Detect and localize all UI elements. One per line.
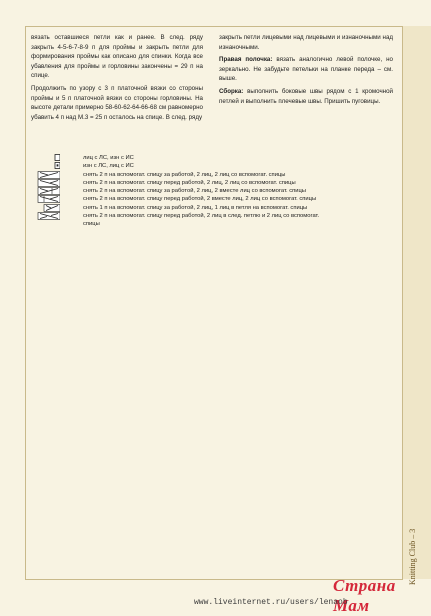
- watermark-url: www.liveinternet.ru/users/lenaob: [194, 598, 348, 607]
- legend-item: [34, 162, 364, 170]
- section-label: Правая полочка:: [219, 56, 273, 64]
- stitch-legend: [34, 154, 364, 229]
- legend-text: снять 1 п на вспомогат. спицу за работой, 2 лиц, 1 лиц в петля на вспомогат. спицы: [83, 204, 308, 211]
- watermark-logo: Страна Мам: [333, 576, 396, 615]
- legend-text: снять 2 п на вспомогат. спицу перед работой, 2 лиц в след. петлю и 2 лиц со вспомогат.: [83, 213, 320, 220]
- legend-item: [34, 204, 364, 212]
- legend-item: [34, 212, 364, 220]
- paragraph: вязать оставшиеся петли как и ранее. В след. ряду закрыть 4-5-6-7-8-9 п для проймы и закрыть петли для формирования проймы как описано для спинки. Когда все убавления для проймы и горловины закончены = 29 п на спице.: [31, 34, 203, 80]
- cable-symbol-icon: [34, 204, 60, 212]
- legend-text: снять 2 п на вспомогат. спицу за работой, 2 лиц, 2 вместе лиц со вспомогат. спицы: [83, 188, 306, 195]
- legend-text: лиц с ЛС, изн с ИС: [83, 155, 134, 161]
- paragraph-assembly: [219, 87, 393, 106]
- legend-item: [34, 179, 364, 187]
- section-text: выполнить боковые швы рядом с 1 кромочной петлей и выполнить плечевые швы. Пришить пуговицы.: [219, 87, 393, 105]
- legend-item: [34, 154, 364, 162]
- paragraph: Продолжить по узору с 3 п платочной вязки со стороны проймы и 5 п платочной вязки со стороны горловины. На высоте детали примерно 58-60-62-64-66-68 см равномерно убавить 4 п над М.3 = 25 п осталось на спице. В след. ряду: [31, 84, 203, 121]
- legend-text: снять 2 п на вспомогат. спицу за работой, 2 лиц, 2 лиц со вспомогат. спицы: [83, 171, 286, 178]
- text-column-left: [31, 33, 203, 125]
- legend-item: [34, 195, 364, 203]
- paragraph: закрыть петли лицевыми над лицевыми и изнаночными над изнаночными.: [219, 34, 393, 51]
- text-column-right: [219, 33, 393, 109]
- section-text: вязать аналогично левой полочке, но зеркально. Не забудьте петельки на планке переда – см. выше.: [219, 56, 393, 83]
- cable-symbol-icon: [34, 212, 60, 220]
- cable-symbol-icon: [34, 171, 60, 179]
- cable-symbol-icon: [34, 187, 60, 195]
- legend-text: изн с ЛС, лиц с ИС: [83, 163, 134, 170]
- legend-item: [34, 171, 364, 179]
- magazine-label-text: Knitting Club – 3: [408, 528, 417, 585]
- cable-symbol-icon: [34, 179, 60, 187]
- cable-symbol-icon: [34, 195, 60, 203]
- legend-item: [34, 187, 364, 195]
- legend-text: снять 2 п на вспомогат. спицу перед работой, 2 вместе лиц, 2 лиц со вспомогат. спицы: [83, 196, 317, 203]
- legend-text: спицы: [83, 221, 100, 228]
- section-label: Сборка:: [219, 87, 244, 95]
- paragraph-right-front: [219, 55, 393, 84]
- legend-text: снять 2 п на вспомогат. спицу перед работой, 2 лиц, 2 лиц со вспомогат. спицы: [83, 179, 296, 186]
- legend-item: [34, 220, 364, 228]
- dot-square-symbol-icon: [34, 162, 60, 170]
- square-symbol-icon: [34, 154, 60, 162]
